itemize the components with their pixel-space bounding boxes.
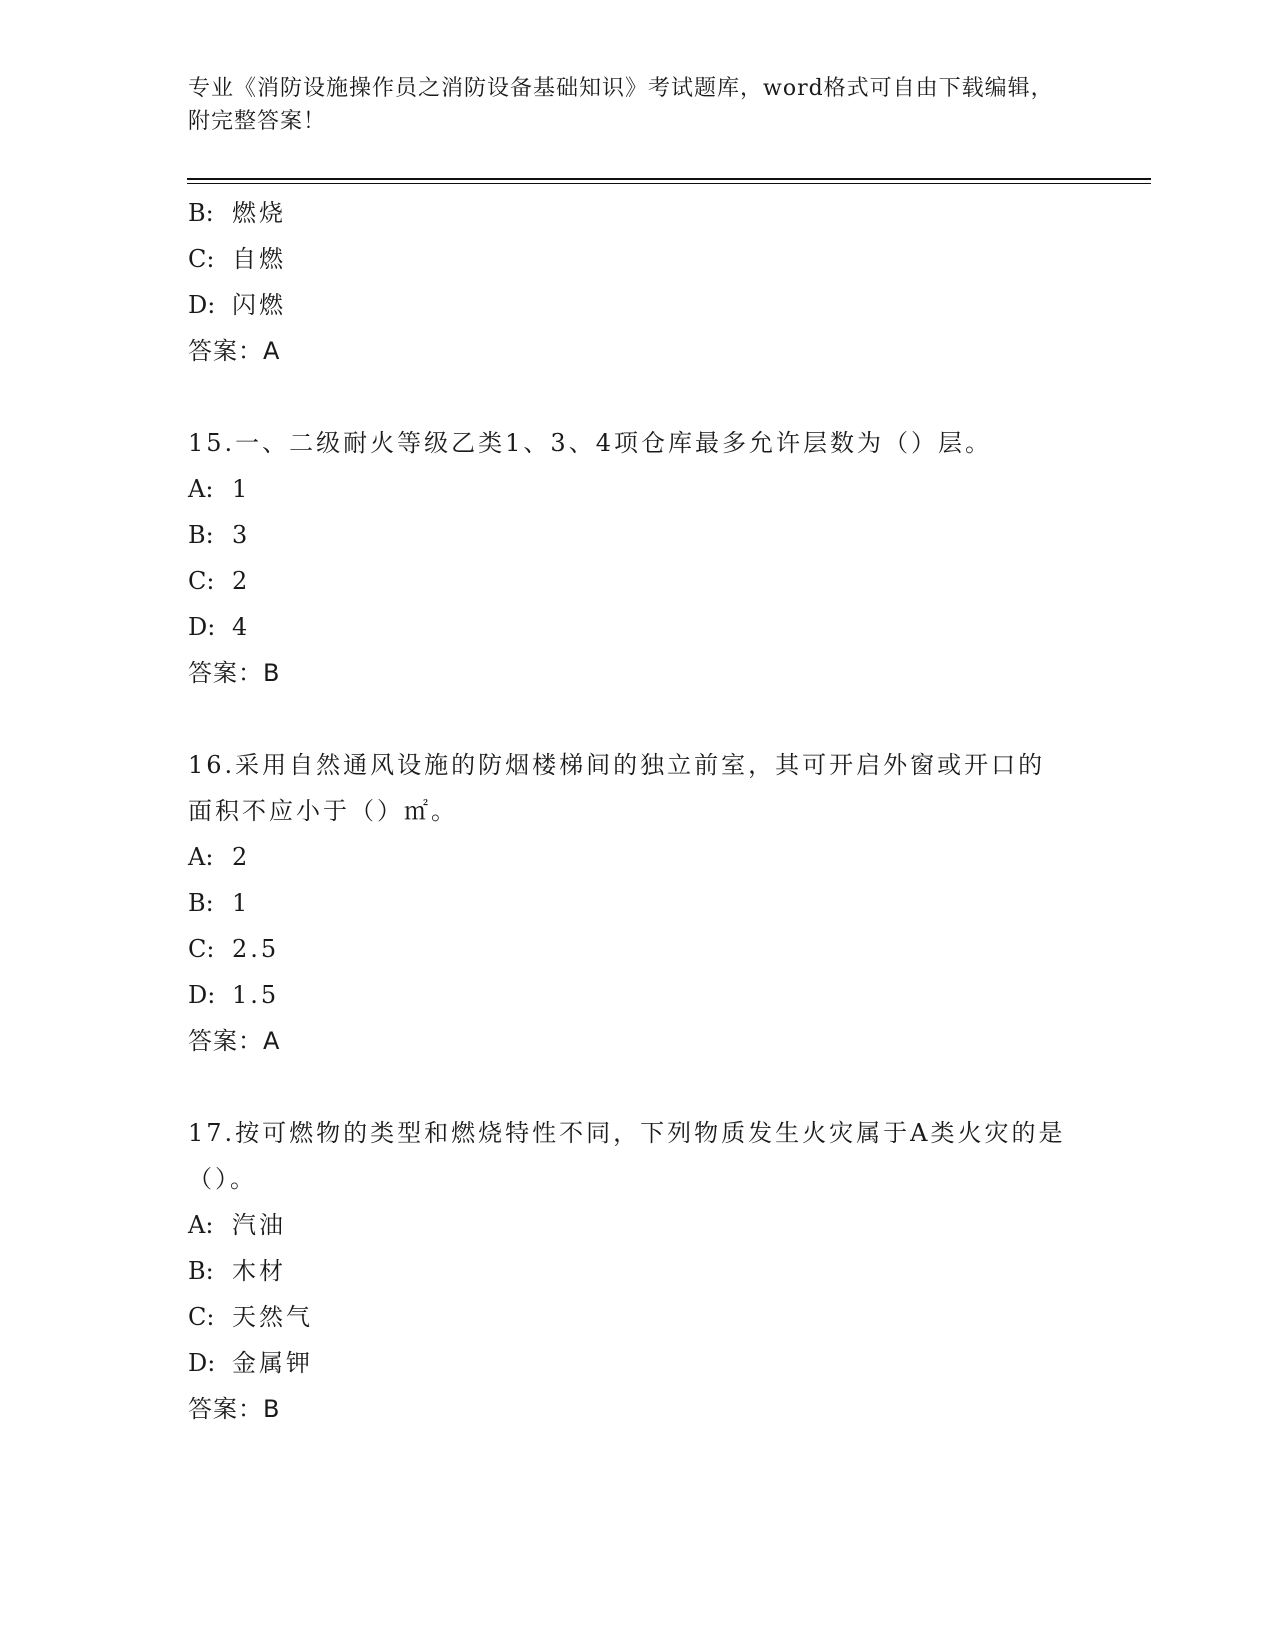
document-header: 专业《消防设施操作员之消防设备基础知识》考试题库，word格式可自由下载编辑，附完整答案！: [188, 76, 1054, 134]
option-text: 自燃: [232, 245, 286, 273]
option-letter: B:: [188, 199, 214, 227]
option-line: [188, 1294, 1088, 1340]
option-line: [188, 236, 1088, 282]
option-letter: A:: [188, 475, 214, 503]
option-line: [188, 558, 1088, 604]
option-line: [188, 466, 1088, 512]
header-divider-thin: [187, 183, 1151, 184]
option-text: 3: [232, 521, 251, 549]
question-block: [188, 420, 1088, 696]
question-text: 17.按可燃物的类型和燃烧特性不同，下列物质发生火灾属于A类火灾的是（）。: [188, 1119, 1066, 1193]
answer-line: 答案：A: [188, 1027, 281, 1055]
option-letter: A:: [188, 843, 214, 871]
header-divider-thick: [187, 178, 1151, 180]
option-text: 金属钾: [232, 1349, 313, 1377]
answer-line: 答案：B: [188, 1395, 281, 1423]
answer-line: 答案：B: [188, 659, 281, 687]
option-text: 1: [232, 475, 251, 503]
answer-line: 答案：A: [188, 337, 281, 365]
option-letter: B:: [188, 521, 214, 549]
option-text: 木材: [232, 1257, 286, 1285]
option-text: 1.5: [232, 981, 280, 1009]
question-text: 15.一、二级耐火等级乙类1、3、4项仓库最多允许层数为（）层。: [188, 429, 992, 457]
option-line: [188, 190, 1088, 236]
option-text: 2.5: [232, 935, 280, 963]
option-line: [188, 604, 1088, 650]
question-block: [188, 742, 1088, 1064]
option-text: 汽油: [232, 1211, 286, 1239]
question-block: [188, 1110, 1088, 1432]
option-letter: C:: [188, 245, 215, 273]
option-text: 燃烧: [232, 199, 286, 227]
option-text: 4: [232, 613, 251, 641]
option-text: 1: [232, 889, 251, 917]
option-text: 2: [232, 843, 251, 871]
spacer: [188, 696, 1088, 742]
option-letter: B:: [188, 889, 214, 917]
spacer: [188, 374, 1088, 420]
option-letter: C:: [188, 567, 215, 595]
option-line: [188, 926, 1088, 972]
option-letter: A:: [188, 1211, 214, 1239]
option-line: [188, 1340, 1088, 1386]
spacer: [188, 1064, 1088, 1110]
option-text: 2: [232, 567, 251, 595]
option-line: [188, 834, 1088, 880]
option-letter: D:: [188, 981, 216, 1009]
carryover-question: [188, 190, 1088, 374]
option-line: [188, 880, 1088, 926]
option-text: 天然气: [232, 1303, 313, 1331]
option-line: [188, 282, 1088, 328]
option-line: [188, 512, 1088, 558]
option-letter: C:: [188, 935, 215, 963]
option-letter: D:: [188, 613, 216, 641]
question-text: 16.采用自然通风设施的防烟楼梯间的独立前室，其可开启外窗或开口的面积不应小于（）㎡。: [188, 751, 1046, 825]
question-list: [188, 190, 1088, 1432]
option-letter: B:: [188, 1257, 214, 1285]
option-line: [188, 1248, 1088, 1294]
option-text: 闪燃: [232, 291, 286, 319]
option-line: [188, 1202, 1088, 1248]
option-letter: C:: [188, 1303, 215, 1331]
option-line: [188, 972, 1088, 1018]
option-letter: D:: [188, 291, 216, 319]
option-letter: D:: [188, 1349, 216, 1377]
